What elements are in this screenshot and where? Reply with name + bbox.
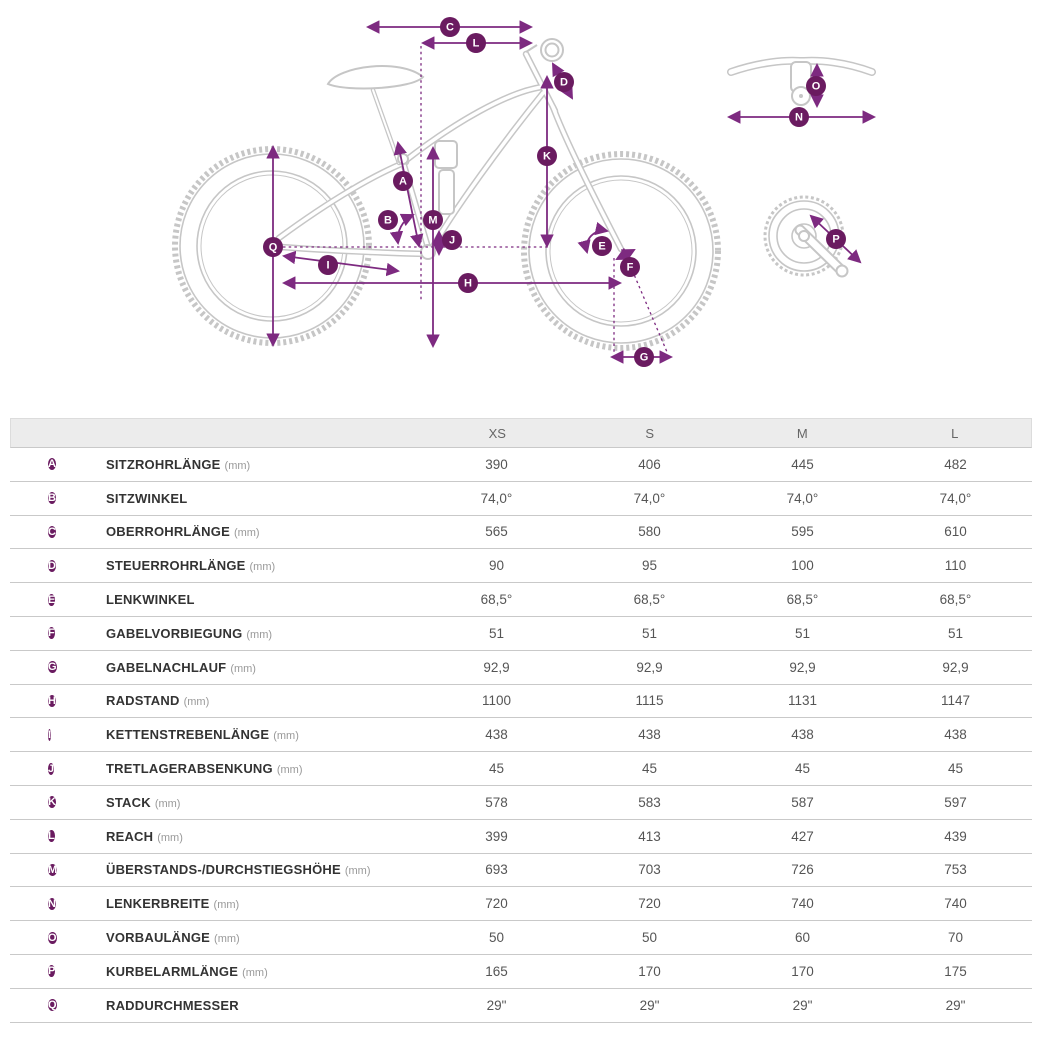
svg-text:P: P: [832, 233, 840, 246]
row-unit: (mm): [276, 764, 303, 777]
row-value: 29": [792, 997, 813, 1013]
row-unit: (mm): [233, 527, 260, 540]
row-unit: (mm): [154, 797, 181, 810]
column-header-s: S: [645, 425, 655, 441]
row-value: 482: [944, 456, 967, 472]
row-value: 399: [485, 828, 508, 844]
diagram-marker-Q: [263, 237, 283, 257]
row-value: 68,5°: [786, 592, 819, 608]
diagram-marker-M: [423, 210, 443, 230]
diagram-marker-A: [393, 171, 413, 191]
row-value: 740: [791, 896, 814, 912]
row-label: LENKWINKEL: [106, 592, 195, 608]
row-value: 720: [485, 896, 508, 912]
table-row: [10, 752, 1032, 786]
row-unit: (mm): [183, 696, 210, 709]
row-letter-badge: H: [48, 694, 56, 707]
svg-text:G: G: [639, 351, 649, 364]
row-value: 597: [944, 794, 967, 810]
diagram-marker-E: [592, 236, 612, 256]
row-value: 74,0°: [939, 490, 972, 506]
table-row: [10, 583, 1032, 617]
column-header-xs: XS: [488, 425, 506, 441]
svg-text:Q: Q: [268, 241, 278, 254]
bike-frame-icon: [279, 39, 621, 259]
row-value: 60: [794, 930, 811, 946]
diagram-marker-P: [826, 229, 846, 249]
row-value: 92,9: [789, 659, 816, 675]
svg-text:H: H: [464, 277, 472, 290]
row-letter-badge: D: [48, 559, 56, 572]
row-label: STEUERROHRLÄNGE: [106, 558, 246, 574]
table-header-row: [10, 418, 1032, 448]
row-value: 438: [485, 727, 508, 743]
row-value: 587: [791, 794, 814, 810]
svg-text:N: N: [795, 111, 803, 124]
diagram-marker-I: [318, 255, 338, 275]
table-row: [10, 617, 1032, 651]
row-value: 438: [944, 727, 967, 743]
row-value: 68,5°: [633, 592, 666, 608]
row-value: 74,0°: [786, 490, 819, 506]
row-value: 92,9: [483, 659, 510, 675]
diagram-marker-L: [466, 33, 486, 53]
row-label: VORBAULÄNGE: [106, 930, 211, 946]
shock-icon: [435, 141, 457, 168]
row-value: 445: [791, 456, 814, 472]
svg-text:C: C: [446, 21, 454, 34]
row-letter-badge: O: [48, 931, 57, 944]
row-value: 45: [794, 761, 811, 777]
table-row: [10, 651, 1032, 685]
row-label: KURBELARMLÄNGE: [106, 963, 239, 979]
row-value: 92,9: [636, 659, 663, 675]
row-letter-badge: K: [48, 796, 56, 809]
table-row: [10, 685, 1032, 719]
svg-text:D: D: [560, 76, 568, 89]
row-unit: (mm): [242, 966, 268, 979]
row-unit: (mm): [230, 662, 256, 675]
seat-cluster-pivot-icon: [398, 154, 408, 164]
row-unit: (mm): [157, 831, 183, 844]
table-row: [10, 549, 1032, 583]
table-row: [10, 820, 1032, 854]
svg-text:I: I: [326, 259, 330, 272]
row-letter-badge: C: [48, 525, 56, 538]
row-value: 170: [638, 963, 661, 979]
row-unit: (mm): [213, 899, 240, 912]
row-value: 29": [639, 997, 660, 1013]
row-value: 45: [488, 761, 505, 777]
svg-text:J: J: [448, 234, 456, 247]
row-letter-badge: P: [48, 965, 56, 978]
row-value: 170: [791, 963, 814, 979]
row-value: 50: [641, 930, 658, 946]
row-letter-badge: E: [48, 593, 56, 606]
row-letter-badge: N: [48, 897, 56, 910]
row-value: 29": [945, 997, 966, 1013]
geometry-table: [10, 418, 1032, 1023]
table-row: [10, 448, 1032, 482]
bike-geometry-diagram: [0, 0, 1042, 400]
row-value: 90: [488, 558, 505, 574]
row-unit: (mm): [344, 865, 371, 878]
row-label: RADDURCHMESSER: [106, 997, 239, 1013]
table-row: [10, 955, 1032, 989]
diagram-marker-N: [789, 107, 809, 127]
row-value: 406: [638, 456, 661, 472]
row-value: 50: [488, 930, 505, 946]
row-value: 703: [638, 862, 661, 878]
row-letter-badge: Q: [48, 999, 57, 1012]
row-label: ÜBERSTANDS-/DURCHSTIEGSHÖHE: [106, 862, 341, 878]
row-value: 438: [791, 727, 814, 743]
row-letter-badge: L: [48, 830, 55, 843]
row-label: KETTENSTREBENLÄNGE: [106, 727, 270, 743]
row-value: 74,0°: [633, 490, 666, 506]
row-value: 1115: [635, 693, 664, 709]
svg-text:B: B: [384, 214, 392, 227]
row-value: 1100: [481, 693, 512, 709]
row-value: 413: [638, 828, 661, 844]
table-body: [10, 448, 1032, 1023]
table-row: [10, 989, 1032, 1023]
diagram-marker-K: [537, 146, 557, 166]
row-value: 583: [638, 794, 661, 810]
table-row: [10, 921, 1032, 955]
svg-text:K: K: [543, 150, 551, 163]
row-value: 68,5°: [939, 592, 972, 608]
svg-text:O: O: [811, 80, 821, 93]
table-row: [10, 718, 1032, 752]
row-value: 1147: [940, 693, 971, 709]
diagram-marker-J: [442, 230, 462, 250]
svg-text:L: L: [472, 37, 480, 50]
row-value: 110: [944, 558, 967, 574]
row-label: SITZWINKEL: [106, 490, 188, 506]
row-label: REACH: [106, 828, 154, 844]
row-label: LENKERBREITE: [106, 896, 210, 912]
row-label: STACK: [106, 794, 151, 810]
svg-text:M: M: [428, 214, 438, 227]
row-value: 51: [947, 625, 964, 641]
row-value: 580: [638, 524, 661, 540]
diagram-marker-F: [620, 257, 640, 277]
row-value: 45: [947, 761, 964, 777]
stem-icon: [526, 45, 537, 52]
row-letter-badge: I: [48, 728, 52, 741]
row-letter-badge: B: [48, 492, 56, 505]
row-value: 51: [641, 625, 658, 641]
dim-B-seatangle: [398, 215, 413, 243]
diagram-marker-G: [634, 347, 654, 367]
row-unit: (mm): [249, 561, 276, 574]
diagram-marker-D: [554, 72, 574, 92]
row-value: 74,0°: [480, 490, 513, 506]
row-unit: (mm): [214, 933, 240, 946]
diagram-marker-C: [440, 17, 460, 37]
row-letter-badge: A: [48, 458, 56, 471]
row-label: RADSTAND: [106, 693, 180, 709]
row-value: 92,9: [942, 659, 969, 675]
row-value: 720: [638, 896, 661, 912]
row-value: 45: [641, 761, 658, 777]
row-value: 51: [488, 625, 505, 641]
row-label: TRETLAGERABSENKUNG: [106, 761, 273, 777]
svg-text:F: F: [626, 261, 634, 274]
row-label: OBERROHRLÄNGE: [106, 524, 230, 540]
saddle-icon: [328, 66, 423, 88]
row-value: 438: [638, 727, 661, 743]
row-value: 740: [944, 896, 967, 912]
row-value: 610: [944, 524, 967, 540]
row-value: 100: [791, 558, 814, 574]
row-value: 439: [944, 828, 967, 844]
row-value: 29": [486, 997, 507, 1013]
row-value: 427: [791, 828, 814, 844]
row-value: 70: [947, 930, 964, 946]
row-label: SITZROHRLÄNGE: [106, 456, 221, 472]
table-row: [10, 516, 1032, 550]
row-value: 51: [794, 625, 811, 641]
row-value: 95: [641, 558, 658, 574]
row-letter-badge: M: [48, 863, 58, 876]
column-header-l: L: [951, 425, 959, 441]
row-value: 68,5°: [480, 592, 513, 608]
row-label: GABELVORBIEGUNG: [106, 625, 243, 641]
row-unit: (mm): [224, 459, 251, 472]
diagram-marker-O: [806, 76, 826, 96]
table-row: [10, 482, 1032, 516]
table-row: [10, 854, 1032, 888]
row-letter-badge: J: [48, 762, 55, 775]
row-value: 175: [944, 963, 967, 979]
diagram-marker-H: [458, 273, 478, 293]
row-letter-badge: F: [48, 627, 55, 640]
handlebar-top-view-icon: [731, 61, 872, 105]
row-value: 390: [485, 456, 508, 472]
svg-text:E: E: [598, 240, 606, 253]
svg-text:A: A: [399, 175, 407, 188]
row-value: 165: [485, 963, 508, 979]
diagram-marker-B: [378, 210, 398, 230]
row-value: 693: [485, 862, 508, 878]
table-row: [10, 786, 1032, 820]
row-value: 565: [485, 524, 508, 540]
row-unit: (mm): [246, 628, 273, 641]
row-value: 1131: [787, 693, 818, 709]
column-header-m: M: [796, 425, 808, 441]
row-value: 578: [485, 794, 508, 810]
row-unit: (mm): [273, 730, 299, 743]
table-row: [10, 887, 1032, 921]
row-value: 753: [944, 862, 967, 878]
row-value: 595: [791, 524, 814, 540]
row-value: 726: [791, 862, 814, 878]
row-letter-badge: G: [48, 661, 57, 674]
dim-I-chainstay: [284, 256, 398, 271]
row-label: GABELNACHLAUF: [106, 659, 227, 675]
